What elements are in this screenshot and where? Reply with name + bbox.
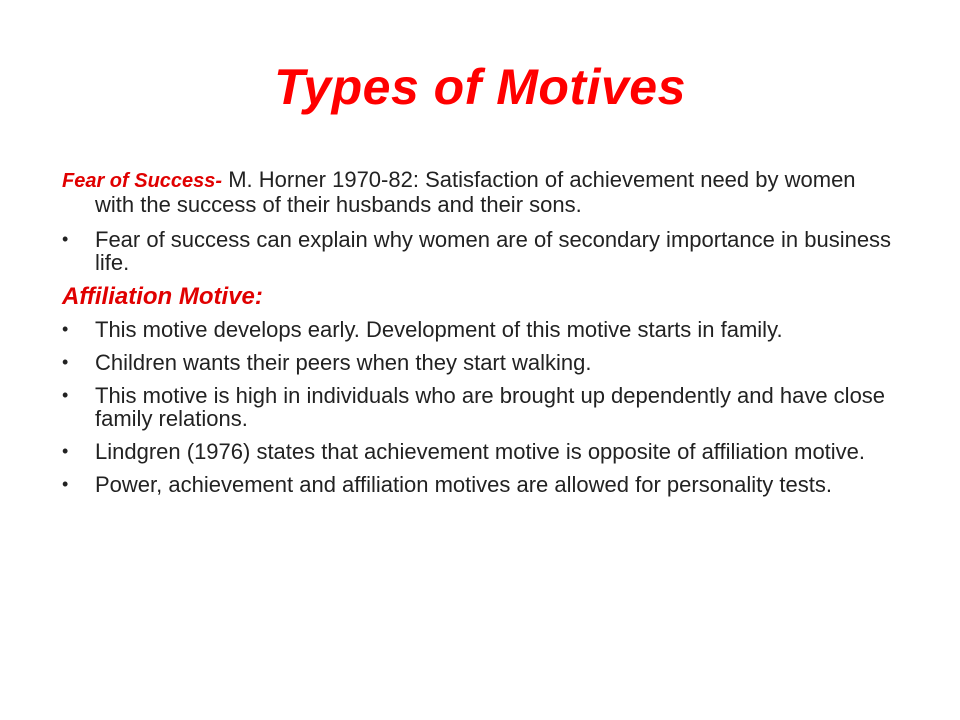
list-item-text: This motive develops early. Development of this motive starts in family. [95,317,783,342]
bullet-icon: • [62,474,69,494]
list-item-text: Lindgren (1976) states that achievement motive is opposite of affiliation motive. [95,439,866,464]
slide-title: Types of Motives [274,59,686,115]
bullet-icon: • [62,229,69,249]
list-item-text: Fear of success can explain why women are of secondary importance in business life. [95,227,892,275]
list-item [62,228,892,274]
list-item [62,440,892,463]
section2-list [62,318,892,496]
list-item-text: Children wants their peers when they start walking. [95,350,592,375]
list-item [62,351,892,374]
list-item-text: Power, achievement and affiliation motives are allowed for personality tests. [95,472,832,497]
slide-body [62,168,892,506]
list-item [62,318,892,341]
bullet-icon: • [62,352,69,372]
bullet-icon: • [62,385,69,405]
bullet-icon: • [62,319,69,339]
section1-list [62,228,892,274]
list-item [62,473,892,496]
list-item-text: This motive is high in individuals who are brought up dependently and have close family relations. [95,383,886,431]
intro-lead: Fear of Success- [62,170,223,192]
intro-paragraph [62,168,892,216]
list-item [62,384,892,430]
intro-text: M. Horner 1970-82: Satisfaction of achievement need by women with the success of their husbands and their sons. [95,167,856,217]
bullet-icon: • [62,441,69,461]
section-heading: Affiliation Motive: [62,283,263,310]
